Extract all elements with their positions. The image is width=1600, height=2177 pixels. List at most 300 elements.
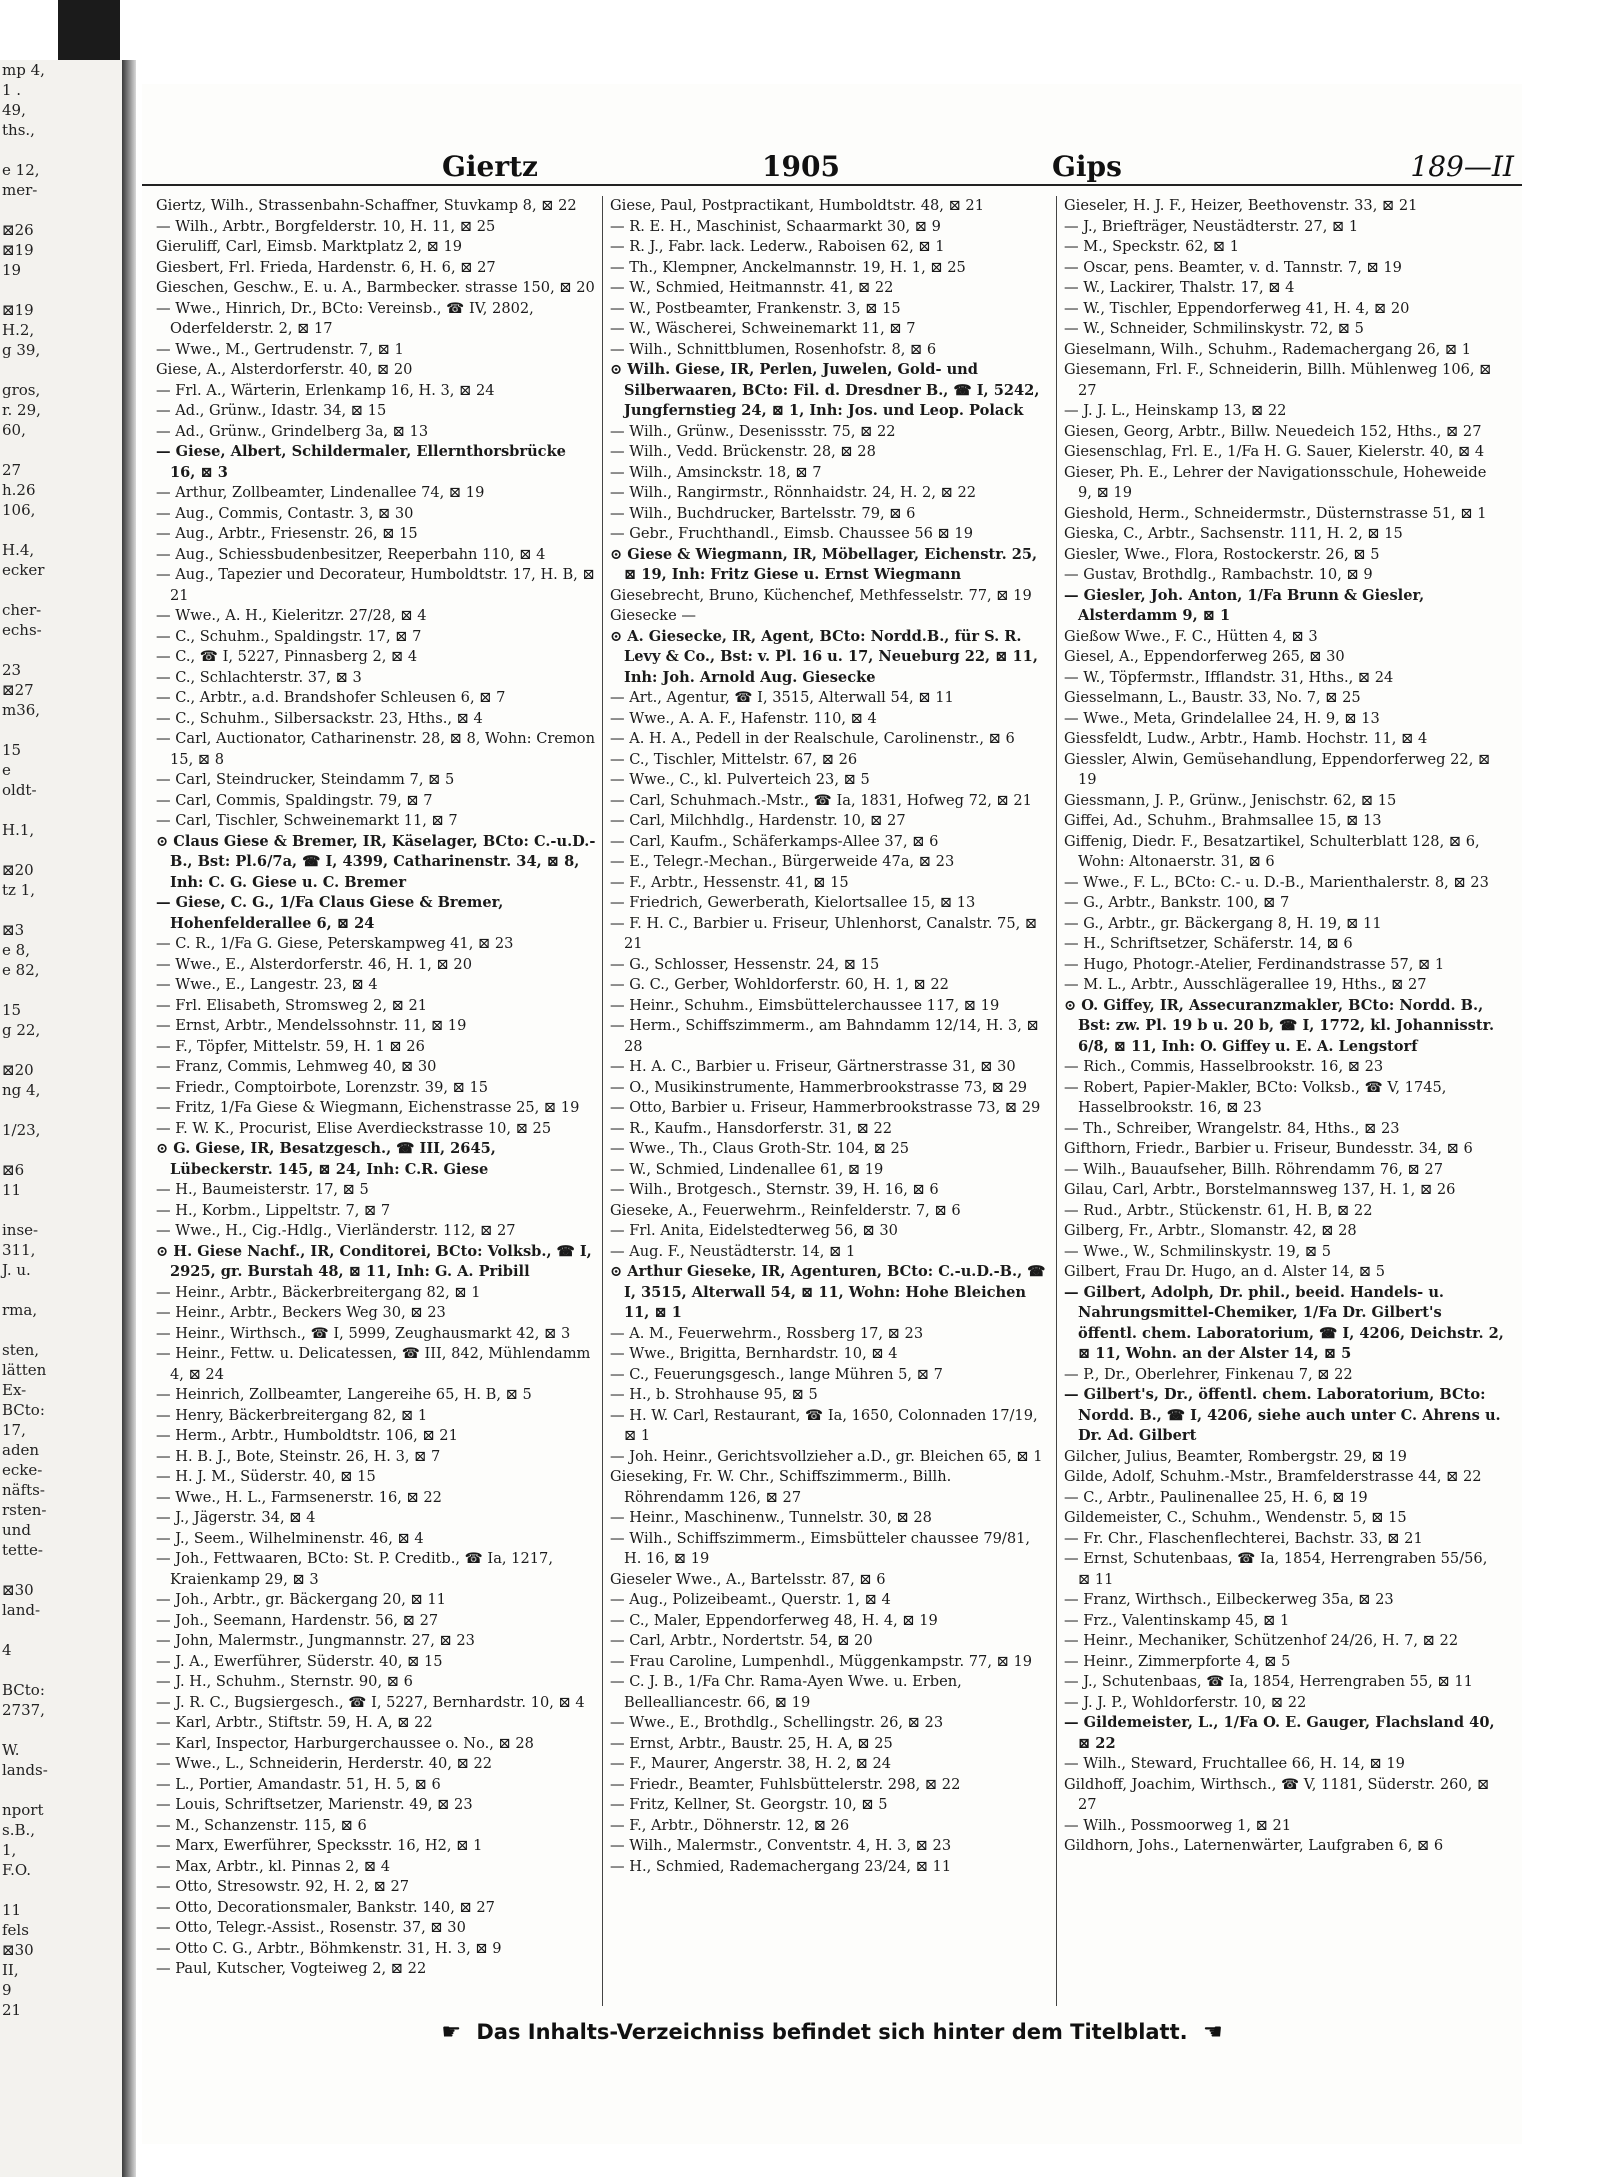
book-gutter (122, 60, 136, 2177)
directory-entry: — J., Seem., Wilhelminenstr. 46, ⊠ 4 (156, 1529, 424, 1547)
edge-fragment: 311, (2, 1241, 36, 1259)
edge-fragment: ng 4, (2, 1081, 41, 1099)
directory-entry: — J., Jägerstr. 34, ⊠ 4 (156, 1509, 316, 1526)
directory-entry: — Fritz, 1/Fa Giese & Wiegmann, Eichenstrasse 25, ⊠ 19 (156, 1099, 580, 1116)
edge-fragment: BCto: (2, 1401, 45, 1419)
edge-fragment: H.2, (2, 321, 35, 339)
edge-fragment: gros, (2, 381, 41, 399)
directory-entry: — Karl, Arbtr., Stiftstr. 59, H. A, ⊠ 22 (156, 1714, 433, 1731)
directory-entry: — W., Töpfermstr., Ifflandstr. 31, Hths., ⊠ 24 (1064, 668, 1394, 686)
edge-fragment: s.B., (2, 1821, 36, 1839)
directory-entry: — Aug., Tapezier und Decorateur, Humboldtstr. 17, H. B, ⊠ 21 (156, 566, 595, 604)
directory-entry: — C., Schuhm., Silbersackstr. 23, Hths., ⊠ 4 (156, 709, 483, 727)
edge-fragment: 49, (2, 101, 26, 119)
directory-entry: ⊙ A. Giesecke, IR, Agent, BCto: Nordd.B., für S. R. Levy & Co., Bst: v. Pl. 16 u. 17, Neueburg 22, ⊠ 11, Inh: Joh. Arnold Aug. Giesecke (610, 627, 1038, 686)
directory-entry: — Wwe., L., Schneiderin, Herderstr. 40, ⊠ 22 (156, 1755, 493, 1772)
directory-entry: — Carl, Kaufm., Schäferkamps-Allee 37, ⊠ 6 (610, 832, 939, 850)
directory-entry: — E., Telegr.-Mechan., Bürgerweide 47a, ⊠ 23 (610, 853, 955, 870)
directory-entry: ⊙ O. Giffey, IR, Assecuranzmakler, BCto: Nordd. B., Bst: zw. Pl. 19 b u. 20 b, ☎ I, 1772, kl. Johannisstr. 6/8, ⊠ 11, Inh: O. Giffey u. E. A. Lengstorf (1064, 996, 1495, 1055)
edge-fragment (0, 1720, 122, 1740)
directory-entry: — R. J., Fabr. lack. Lederw., Raboisen 62, ⊠ 1 (610, 238, 945, 255)
directory-entry: — Louis, Schriftsetzer, Marienstr. 49, ⊠ 23 (156, 1796, 473, 1813)
directory-entry: — Aug. F., Neustädterstr. 14, ⊠ 1 (610, 1242, 856, 1260)
directory-entry: — G. C., Gerber, Wohldorferstr. 60, H. 1, ⊠ 22 (610, 976, 949, 993)
edge-fragment: 21 (2, 2001, 22, 2019)
directory-entry: — H., Schmied, Rademachergang 23/24, ⊠ 11 (610, 1857, 952, 1875)
directory-entry: — Fritz, Kellner, St. Georgstr. 10, ⊠ 5 (610, 1796, 888, 1813)
directory-entry: — C. R., 1/Fa G. Giese, Peterskampweg 41, ⊠ 23 (156, 935, 514, 952)
directory-entry: — Rich., Commis, Hasselbrookstr. 16, ⊠ 23 (1064, 1058, 1384, 1075)
directory-entry: Giese, A., Alsterdorferstr. 40, ⊠ 20 (156, 361, 413, 378)
directory-entry: Gieshold, Herm., Schneidermstr., Düsternstrasse 51, ⊠ 1 (1064, 504, 1487, 522)
directory-entry: Gieseking, Fr. W. Chr., Schiffszimmerm., Billh. Röhrendamm 126, ⊠ 27 (610, 1468, 952, 1506)
edge-fragment: m36, (2, 701, 41, 719)
edge-fragment: ecke- (2, 1461, 43, 1479)
directory-entry: — J. J. P., Wohldorferstr. 10, ⊠ 22 (1064, 1693, 1307, 1711)
directory-entry: — Max, Arbtr., kl. Pinnas 2, ⊠ 4 (156, 1857, 391, 1875)
directory-entry: Gieseke, A., Feuerwehrm., Reinfelderstr. 7, ⊠ 6 (610, 1201, 961, 1219)
edge-fragment: 4 (2, 1641, 12, 1659)
directory-entry: Gieschen, Geschw., E. u. A., Barmbecker. strasse 150, ⊠ 20 (156, 279, 595, 296)
column-2 (610, 196, 1050, 2006)
directory-entry: — F., Arbtr., Döhnerstr. 12, ⊠ 26 (610, 1816, 850, 1834)
directory-entry: — Th., Schreiber, Wrangelstr. 84, Hths., ⊠ 23 (1064, 1119, 1400, 1137)
directory-entry: — Joh., Fettwaaren, BCto: St. P. Creditb., ☎ Ia, 1217, Kraienkamp 29, ⊠ 3 (156, 1550, 553, 1588)
edge-fragment (0, 1040, 122, 1060)
directory-entry: — C., Arbtr., a.d. Brandshofer Schleusen 6, ⊠ 7 (156, 689, 506, 706)
directory-entry: Gieseler Wwe., A., Bartelsstr. 87, ⊠ 6 (610, 1570, 886, 1588)
directory-entry: — H. J. M., Süderstr. 40, ⊠ 15 (156, 1468, 376, 1485)
directory-entry: — P., Dr., Oberlehrer, Finkenau 7, ⊠ 22 (1064, 1365, 1353, 1383)
edge-fragment: ⊠19 (2, 241, 34, 259)
directory-entry: — H. B. J., Bote, Steinstr. 26, H. 3, ⊠ 7 (156, 1447, 441, 1465)
edge-fragment (0, 1660, 122, 1680)
directory-entry: Gieruliff, Carl, Eimsb. Marktplatz 2, ⊠ 19 (156, 238, 463, 255)
edge-fragment: ⊠30 (2, 1941, 34, 1959)
edge-fragment: echs- (2, 621, 42, 639)
directory-entry: — Wwe., Hinrich, Dr., BCto: Vereinsb., ☎ IV, 2802, Oderfelderstr. 2, ⊠ 17 (156, 299, 534, 337)
directory-entry: — Aug., Polizeibeamt., Querstr. 1, ⊠ 4 (610, 1591, 891, 1608)
directory-entry: — John, Malermstr., Jungmannstr. 27, ⊠ 23 (156, 1632, 475, 1649)
page-header (142, 150, 1522, 186)
edge-fragment: mp 4, (2, 61, 45, 79)
directory-entry: — F., Maurer, Angerstr. 38, H. 2, ⊠ 24 (610, 1755, 892, 1772)
directory-entry: — F. W. K., Procurist, Elise Averdieckstrasse 10, ⊠ 25 (156, 1119, 552, 1137)
directory-entry: — Otto, Telegr.-Assist., Rosenstr. 37, ⊠ 30 (156, 1919, 466, 1936)
directory-entry: — L., Portier, Amandastr. 51, H. 5, ⊠ 6 (156, 1775, 441, 1793)
edge-fragment: 15 (2, 1001, 22, 1019)
directory-entry: — J. A., Ewerführer, Süderstr. 40, ⊠ 15 (156, 1652, 443, 1670)
directory-entry: — Carl, Schuhmach.-Mstr., ☎ Ia, 1831, Hofweg 72, ⊠ 21 (610, 791, 1032, 809)
edge-fragment (0, 360, 122, 380)
directory-entry: — Giesler, Joh. Anton, 1/Fa Brunn & Giesler, Alsterdamm 9, ⊠ 1 (1064, 586, 1425, 624)
directory-entry: — Heinr., Zimmerpforte 4, ⊠ 5 (1064, 1652, 1291, 1670)
edge-fragment: F.O. (2, 1861, 32, 1879)
directory-entry: — Oscar, pens. Beamter, v. d. Tannstr. 7, ⊠ 19 (1064, 258, 1402, 276)
header-last-name: Gips (1052, 150, 1122, 183)
directory-entry: — Heinr., Arbtr., Bäckerbreitergang 82, ⊠ 1 (156, 1283, 481, 1301)
edge-fragment: lätten (2, 1361, 47, 1379)
directory-entry: — Giese, C. G., 1/Fa Claus Giese & Bremer, Hohenfelderallee 6, ⊠ 24 (156, 894, 504, 932)
directory-entry: — Gustav, Brothdlg., Rambachstr. 10, ⊠ 9 (1064, 566, 1373, 583)
edge-fragment: 1, (2, 1841, 17, 1859)
directory-entry: — Fr. Chr., Flaschenflechterei, Bachstr. 33, ⊠ 21 (1064, 1529, 1423, 1547)
edge-fragment: nport (2, 1801, 44, 1819)
edge-fragment: land- (2, 1601, 41, 1619)
directory-entry: — C., Maler, Eppendorferweg 48, H. 4, ⊠ 19 (610, 1611, 938, 1629)
directory-entry: — Frl. A., Wärterin, Erlenkamp 16, H. 3, ⊠ 24 (156, 381, 495, 399)
directory-entry: Giffenig, Diedr. F., Besatzartikel, Schulterblatt 128, ⊠ 6, Wohn: Altonaerstr. 31, ⊠ 6 (1064, 832, 1480, 870)
directory-entry: Giesselmann, L., Baustr. 33, No. 7, ⊠ 25 (1064, 689, 1361, 706)
edge-fragment: W. (2, 1741, 20, 1759)
edge-fragment: lands- (2, 1761, 48, 1779)
directory-entry: — Paul, Kutscher, Vogteiweg 2, ⊠ 22 (156, 1960, 427, 1977)
column-3 (1064, 196, 1504, 2006)
directory-entry: — Heinr., Fettw. u. Delicatessen, ☎ III, 842, Mühlendamm 4, ⊠ 24 (156, 1345, 591, 1383)
directory-entry: — Aug., Arbtr., Friesenstr. 26, ⊠ 15 (156, 525, 418, 542)
directory-entry: Gildemeister, C., Schuhm., Wendenstr. 5, ⊠ 15 (1064, 1509, 1407, 1526)
directory-entry: — Friedr., Beamter, Fuhlsbüttelerstr. 298, ⊠ 22 (610, 1775, 961, 1793)
directory-entry: — H., Schriftsetzer, Schäferstr. 14, ⊠ 6 (1064, 935, 1353, 952)
edge-fragment: g 39, (2, 341, 41, 359)
directory-entry: — Aug., Schiessbudenbesitzer, Reeperbahn 110, ⊠ 4 (156, 545, 546, 563)
directory-entry: — Franz, Commis, Lehmweg 40, ⊠ 30 (156, 1058, 437, 1075)
directory-entry: ⊙ Giese & Wiegmann, IR, Möbellager, Eichenstr. 25, ⊠ 19, Inh: Fritz Giese u. Ernst Wiegmann (610, 545, 1038, 583)
edge-fragment: 2737, (2, 1701, 45, 1719)
directory-entry: — W., Schmied, Lindenallee 61, ⊠ 19 (610, 1160, 884, 1178)
edge-fragment (0, 280, 122, 300)
directory-entry: — Wilh., Vedd. Brückenstr. 28, ⊠ 28 (610, 443, 876, 460)
edge-fragment: fels (2, 1921, 29, 1939)
directory-entry: — Wilh., Buchdrucker, Bartelsstr. 79, ⊠ 6 (610, 504, 916, 522)
directory-entry: — Wilh., Steward, Fruchtallee 66, H. 14, ⊠ 19 (1064, 1755, 1405, 1772)
directory-entry: — Ernst, Arbtr., Baustr. 25, H. A, ⊠ 25 (610, 1734, 893, 1752)
directory-entry: — C., Arbtr., Paulinenallee 25, H. 6, ⊠ 19 (1064, 1488, 1368, 1506)
directory-entry: — W., Postbeamter, Frankenstr. 3, ⊠ 15 (610, 299, 901, 317)
edge-fragment: H.1, (2, 821, 35, 839)
directory-entry: Giesemann, Frl. F., Schneiderin, Billh. Mühlenweg 106, ⊠ 27 (1064, 361, 1492, 399)
footer-note: Das Inhalts-Verzeichniss befindet sich hinter dem Titelblatt. (476, 2020, 1188, 2044)
directory-entry: — C. J. B., 1/Fa Chr. Rama-Ayen Wwe. u. Erben, Bellealliancestr. 66, ⊠ 19 (610, 1673, 962, 1711)
directory-entry: — Otto C. G., Arbtr., Böhmkenstr. 31, H. 3, ⊠ 9 (156, 1939, 502, 1957)
edge-fragment: 106, (2, 501, 36, 519)
directory-entry: — Th., Klempner, Anckelmannstr. 19, H. 1, ⊠ 25 (610, 258, 966, 276)
directory-entry: — Carl, Commis, Spaldingstr. 79, ⊠ 7 (156, 791, 433, 809)
directory-entry: Gilcher, Julius, Beamter, Rombergstr. 29, ⊠ 19 (1064, 1447, 1407, 1465)
directory-entry: — Carl, Tischler, Schweinemarkt 11, ⊠ 7 (156, 812, 458, 829)
directory-entry: — J., Briefträger, Neustädterstr. 27, ⊠ 1 (1064, 217, 1359, 235)
directory-entry: — Carl, Milchhdlg., Hardenstr. 10, ⊠ 27 (610, 812, 906, 829)
directory-entry: — Wwe., H. L., Farmsenerstr. 16, ⊠ 22 (156, 1488, 442, 1506)
directory-entry: Gildhorn, Johs., Laternenwärter, Laufgraben 6, ⊠ 6 (1064, 1837, 1444, 1854)
directory-entry: — C., Schlachterstr. 37, ⊠ 3 (156, 668, 362, 686)
column-1 (156, 196, 596, 2006)
directory-entry: — Wwe., W., Schmilinskystr. 19, ⊠ 5 (1064, 1242, 1332, 1260)
directory-entry: — Wilh., Grünw., Desenissstr. 75, ⊠ 22 (610, 422, 896, 440)
directory-entry: — Wilh., Possmoorweg 1, ⊠ 21 (1064, 1816, 1292, 1834)
directory-entry: — J., Schutenbaas, ☎ Ia, 1854, Herrengraben 55, ⊠ 11 (1064, 1673, 1473, 1690)
edge-fragment (0, 1320, 122, 1340)
directory-entry: Gieseler, H. J. F., Heizer, Beethovenstr. 33, ⊠ 21 (1064, 197, 1418, 214)
edge-fragment (0, 1200, 122, 1220)
directory-entry: — Robert, Papier-Makler, BCto: Volksb., ☎ V, 1745, Hasselbrookstr. 16, ⊠ 23 (1064, 1078, 1447, 1116)
directory-entry: — Otto, Stresowstr. 92, H. 2, ⊠ 27 (156, 1878, 410, 1895)
edge-fragment (0, 1100, 122, 1120)
directory-entry: — Wwe., E., Alsterdorferstr. 46, H. 1, ⊠ 20 (156, 955, 472, 973)
edge-fragment (0, 1780, 122, 1800)
directory-entry: — Wilh., Brotgesch., Sternstr. 39, H. 16, ⊠ 6 (610, 1181, 939, 1198)
edge-fragment: H.4, (2, 541, 35, 559)
edge-fragment: näfts- (2, 1481, 45, 1499)
directory-entry: — Wilh., Schnittblumen, Rosenhofstr. 8, ⊠ 6 (610, 340, 937, 358)
directory-entry: — Wwe., C., kl. Pulverteich 23, ⊠ 5 (610, 771, 870, 788)
directory-entry: — Ad., Grünw., Idastr. 34, ⊠ 15 (156, 402, 387, 419)
directory-entry: — Wwe., E., Brothdlg., Schellingstr. 26, ⊠ 23 (610, 1714, 944, 1731)
directory-entry: — Wilh., Malermstr., Conventstr. 4, H. 3, ⊠ 23 (610, 1837, 952, 1854)
directory-entry: — J. R. C., Bugsiergesch., ☎ I, 5227, Bernhardstr. 10, ⊠ 4 (156, 1693, 585, 1711)
directory-entry: Gilberg, Fr., Arbtr., Slomanstr. 42, ⊠ 28 (1064, 1222, 1357, 1239)
edge-fragment: rsten- (2, 1501, 47, 1519)
directory-entry: — Carl, Arbtr., Nordertstr. 54, ⊠ 20 (610, 1632, 873, 1649)
directory-entry: Gilau, Carl, Arbtr., Borstelmannsweg 137, H. 1, ⊠ 26 (1064, 1181, 1456, 1198)
directory-entry: Giessmann, J. P., Grünw., Jenischstr. 62, ⊠ 15 (1064, 791, 1397, 809)
edge-fragment: e 82, (2, 961, 40, 979)
directory-entry: — Art., Agentur, ☎ I, 3515, Alterwall 54, ⊠ 11 (610, 689, 954, 706)
edge-fragment: e 12, (2, 161, 40, 179)
edge-fragment: ⊠3 (2, 921, 25, 939)
edge-fragment: ⊠6 (2, 1161, 25, 1179)
directory-entry: — Henry, Bäckerbreitergang 82, ⊠ 1 (156, 1406, 428, 1424)
edge-fragment: rma, (2, 1301, 38, 1319)
edge-fragment (0, 840, 122, 860)
directory-entry: — Wwe., A. A. F., Hafenstr. 110, ⊠ 4 (610, 709, 877, 727)
edge-fragment: r. 29, (2, 401, 41, 419)
edge-fragment: 15 (2, 741, 22, 759)
directory-entry: Giesler, Wwe., Flora, Rostockerstr. 26, ⊠ 5 (1064, 545, 1380, 563)
directory-entry: — C., Schuhm., Spaldingstr. 17, ⊠ 7 (156, 627, 422, 645)
edge-fragment: J. u. (2, 1261, 31, 1279)
page-footer (142, 2020, 1522, 2060)
directory-entry: ⊙ G. Giese, IR, Besatzgesch., ☎ III, 2645, Lübeckerstr. 145, ⊠ 24, Inh: C.R. Giese (156, 1140, 496, 1178)
edge-fragment (0, 800, 122, 820)
edge-fragment (0, 580, 122, 600)
directory-entry: — Ernst, Arbtr., Mendelssohnstr. 11, ⊠ 19 (156, 1017, 467, 1034)
edge-fragment: BCto: (2, 1681, 45, 1699)
directory-entry: — Joh., Arbtr., gr. Bäckergang 20, ⊠ 11 (156, 1591, 446, 1608)
directory-entry: — Wwe., A. H., Kieleritzr. 27/28, ⊠ 4 (156, 607, 427, 624)
directory-entry: — H. W. Carl, Restaurant, ☎ Ia, 1650, Colonnaden 17/19, ⊠ 1 (610, 1406, 1038, 1444)
directory-entry: Giessfeldt, Ludw., Arbtr., Hamb. Hochstr. 11, ⊠ 4 (1064, 730, 1428, 747)
edge-fragment: 11 (2, 1901, 22, 1919)
directory-entry: Gilbert, Frau Dr. Hugo, an d. Alster 14, ⊠ 5 (1064, 1263, 1385, 1280)
edge-fragment: ⊠26 (2, 221, 34, 239)
directory-entry: Gildhoff, Joachim, Wirthsch., ☎ V, 1181, Süderstr. 260, ⊠ 27 (1064, 1775, 1490, 1813)
directory-entry: — W., Lackirer, Thalstr. 17, ⊠ 4 (1064, 279, 1295, 296)
page-number: 189—II (1410, 150, 1514, 183)
directory-entry: — Wwe., H., Cig.-Hdlg., Vierländerstr. 112, ⊠ 27 (156, 1222, 516, 1239)
edge-fragment (0, 1620, 122, 1640)
directory-entry: — A. M., Feuerwehrm., Rossberg 17, ⊠ 23 (610, 1324, 924, 1342)
directory-entry: ⊙ Arthur Gieseke, IR, Agenturen, BCto: C.-u.D.-B., ☎ I, 3515, Alterwall 54, ⊠ 11, Wohn: Hohe Bleichen 11, ⊠ 1 (610, 1263, 1046, 1321)
directory-entry: Gieska, C., Arbtr., Sachsenstr. 111, H. 2, ⊠ 15 (1064, 525, 1403, 542)
directory-entry: — W., Wäscherei, Schweinemarkt 11, ⊠ 7 (610, 320, 916, 337)
edge-fragment: 1 . (2, 81, 22, 99)
header-year: 1905 (762, 150, 840, 183)
edge-fragment: ⊠20 (2, 861, 34, 879)
directory-entry: Gifthorn, Friedr., Barbier u. Friseur, Bundesstr. 34, ⊠ 6 (1064, 1140, 1473, 1157)
edge-fragment: ths., (2, 121, 35, 139)
edge-fragment: ⊠20 (2, 1061, 34, 1079)
edge-fragment: tette- (2, 1541, 43, 1559)
directory-entry: — Joh., Seemann, Hardenstr. 56, ⊠ 27 (156, 1611, 439, 1629)
directory-entry: — F. H. C., Barbier u. Friseur, Uhlenhorst, Canalstr. 75, ⊠ 21 (610, 914, 1038, 952)
edge-fragment: 19 (2, 261, 22, 279)
directory-entry: Gießow Wwe., F. C., Hütten 4, ⊠ 3 (1064, 627, 1318, 645)
directory-entry: — Carl, Steindrucker, Steindamm 7, ⊠ 5 (156, 771, 455, 788)
adjacent-page-edge (0, 60, 126, 2177)
edge-fragment (0, 140, 122, 160)
directory-entry: — Frz., Valentinskamp 45, ⊠ 1 (1064, 1611, 1290, 1629)
edge-fragment (0, 1560, 122, 1580)
directory-entry: — G., Arbtr., Bankstr. 100, ⊠ 7 (1064, 894, 1290, 911)
column-divider-1 (602, 196, 603, 2006)
directory-entry: — J. J. L., Heinskamp 13, ⊠ 22 (1064, 402, 1287, 419)
directory-entry: — Carl, Auctionator, Catharinenstr. 28, ⊠ 8, Wohn: Cremon 15, ⊠ 8 (156, 730, 595, 768)
directory-entry: — Heinr., Mechaniker, Schützenhof 24/26, H. 7, ⊠ 22 (1064, 1632, 1459, 1649)
directory-entry: — Otto, Barbier u. Friseur, Hammerbrookstrasse 73, ⊠ 29 (610, 1099, 1041, 1116)
directory-entry: Gilde, Adolf, Schuhm.-Mstr., Bramfelderstrasse 44, ⊠ 22 (1064, 1468, 1482, 1485)
directory-entry: — C., Feuerungsgesch., lange Mühren 5, ⊠ 7 (610, 1365, 943, 1383)
edge-fragment: und (2, 1521, 31, 1539)
edge-fragment: oldt- (2, 781, 37, 799)
edge-fragment (0, 720, 122, 740)
edge-fragment: g 22, (2, 1021, 41, 1039)
edge-fragment: 1/23, (2, 1121, 41, 1139)
directory-entry: — Wilh., Amsinckstr. 18, ⊠ 7 (610, 463, 822, 481)
directory-entry: Gieselmann, Wilh., Schuhm., Rademachergang 26, ⊠ 1 (1064, 340, 1472, 358)
directory-entry: — Giese, Albert, Schildermaler, Ellernthorsbrücke 16, ⊠ 3 (156, 443, 566, 481)
directory-entry: Giertz, Wilh., Strassenbahn-Schaffner, Stuvkamp 8, ⊠ 22 (156, 197, 577, 214)
directory-entry: Giesenschlag, Frl. E., 1/Fa H. G. Sauer, Kielerstr. 40, ⊠ 4 (1064, 443, 1485, 460)
edge-fragment: ⊠30 (2, 1581, 34, 1599)
directory-entry: Giese, Paul, Postpractikant, Humboldtstr. 48, ⊠ 21 (610, 197, 985, 214)
edge-fragment (0, 440, 122, 460)
directory-entry: — Heinr., Maschinenw., Tunnelstr. 30, ⊠ 28 (610, 1509, 932, 1526)
directory-entry: — Heinr., Wirthsch., ☎ I, 5999, Zeughausmarkt 42, ⊠ 3 (156, 1324, 571, 1342)
edge-fragment (0, 900, 122, 920)
directory-entry: — Franz, Wirthsch., Eilbeckerweg 35a, ⊠ 23 (1064, 1591, 1394, 1608)
directory-entry: — A. H. A., Pedell in der Realschule, Carolinenstr., ⊠ 6 (610, 730, 1015, 747)
edge-fragment: cher- (2, 601, 42, 619)
directory-entry: — Heinr., Arbtr., Beckers Weg 30, ⊠ 23 (156, 1304, 446, 1321)
directory-entry: — M. L., Arbtr., Ausschlägerallee 19, Hths., ⊠ 27 (1064, 976, 1427, 993)
pointing-hand-icon: ☛ (441, 2020, 462, 2045)
directory-entry: — Heinr., Schuhm., Eimsbüttelerchaussee 117, ⊠ 19 (610, 996, 1000, 1014)
column-divider-2 (1056, 196, 1057, 2006)
directory-entry: — Wilh., Schiffszimmerm., Eimsbütteler chaussee 79/81, H. 16, ⊠ 19 (610, 1529, 1031, 1567)
directory-entry: — Joh. Heinr., Gerichtsvollzieher a.D., gr. Bleichen 65, ⊠ 1 (610, 1447, 1043, 1465)
edge-fragment: Ex- (2, 1381, 27, 1399)
directory-entry: Giesbert, Frl. Frieda, Hardenstr. 6, H. 6, ⊠ 27 (156, 258, 496, 276)
pointing-hand-icon: ☚ (1202, 2020, 1223, 2045)
directory-entry: — Gebr., Fruchthandl., Eimsb. Chaussee 56 ⊠ 19 (610, 525, 973, 542)
edge-fragment: II, (2, 1961, 19, 1979)
directory-entry: ⊙ Wilh. Giese, IR, Perlen, Juwelen, Gold- und Silberwaaren, BCto: Fil. d. Dresdner B., ☎ I, 5242, Jungfernstieg 24, ⊠ 1, Inh: Jos. und Leop. Polack (610, 361, 1040, 419)
directory-entry: — H., Baumeisterstr. 17, ⊠ 5 (156, 1181, 369, 1198)
directory-entry: — Rud., Arbtr., Stückenstr. 61, H. B, ⊠ 22 (1064, 1201, 1373, 1219)
directory-entry: — G., Arbtr., gr. Bäckergang 8, H. 19, ⊠ 11 (1064, 914, 1382, 932)
directory-entry: ⊙ H. Giese Nachf., IR, Conditorei, BCto: Volksb., ☎ I, 2925, gr. Burstah 48, ⊠ 11, Inh: G. A. Pribill (156, 1242, 592, 1280)
directory-entry: — Friedr., Comptoirbote, Lorenzstr. 39, ⊠ 15 (156, 1078, 489, 1096)
directory-entry: — Gilbert's, Dr., öffentl. chem. Laboratorium, BCto: Nordd. B., ☎ I, 4206, siehe auch unter C. Ahrens u. Dr. Ad. Gilbert (1064, 1386, 1501, 1444)
directory-entry: — Marx, Ewerführer, Specksstr. 16, H2, ⊠ 1 (156, 1837, 483, 1854)
directory-entry: — Wwe., E., Langestr. 23, ⊠ 4 (156, 976, 378, 993)
edge-fragment: 60, (2, 421, 26, 439)
directory-entry: — Frl. Anita, Eidelstedterweg 56, ⊠ 30 (610, 1222, 898, 1239)
directory-entry: — R. E. H., Maschinist, Schaarmarkt 30, ⊠ 9 (610, 217, 941, 235)
directory-entry: — Ernst, Schutenbaas, ☎ Ia, 1854, Herrengraben 55/56, ⊠ 11 (1064, 1550, 1488, 1588)
directory-entry: — Wilh., Bauaufseher, Billh. Röhrendamm 76, ⊠ 27 (1064, 1160, 1443, 1178)
directory-entry: — M., Schanzenstr. 115, ⊠ 6 (156, 1816, 367, 1834)
edge-fragment: 23 (2, 661, 22, 679)
directory-entry: — H., b. Strohhause 95, ⊠ 5 (610, 1386, 818, 1403)
directory-entry: — C., ☎ I, 5227, Pinnasberg 2, ⊠ 4 (156, 648, 418, 665)
directory-entry: — Arthur, Zollbeamter, Lindenallee 74, ⊠ 19 (156, 484, 485, 501)
directory-entry: — Karl, Inspector, Harburgerchaussee o. No., ⊠ 28 (156, 1734, 534, 1752)
directory-entry: — J. H., Schuhm., Sternstr. 90, ⊠ 6 (156, 1673, 413, 1690)
directory-entry: Giesebrecht, Bruno, Küchenchef, Methfesselstr. 77, ⊠ 19 (610, 586, 1032, 604)
directory-entry: Gieser, Ph. E., Lehrer der Navigationsschule, Hoheweide 9, ⊠ 19 (1064, 463, 1487, 501)
edge-fragment (0, 1140, 122, 1160)
directory-entry: Giesecke — (610, 607, 696, 624)
directory-entry: — Frl. Elisabeth, Stromsweg 2, ⊠ 21 (156, 996, 428, 1014)
directory-entry: — W., Schneider, Schmilinskystr. 72, ⊠ 5 (1064, 320, 1364, 337)
directory-entry: — Wilh., Rangirmstr., Rönnhaidstr. 24, H. 2, ⊠ 22 (610, 484, 977, 501)
directory-entry: — Wwe., Th., Claus Groth-Str. 104, ⊠ 25 (610, 1140, 910, 1157)
directory-entry: Giesel, A., Eppendorferweg 265, ⊠ 30 (1064, 648, 1345, 665)
directory-page (142, 84, 1522, 2144)
edge-fragment: mer- (2, 181, 38, 199)
edge-fragment: 27 (2, 461, 22, 479)
edge-fragment: tz 1, (2, 881, 36, 899)
directory-entry: — R., Kaufm., Hansdorferstr. 31, ⊠ 22 (610, 1119, 893, 1137)
edge-fragment: 17, (2, 1421, 26, 1439)
edge-fragment (0, 200, 122, 220)
directory-entry: — W., Schmied, Heitmannstr. 41, ⊠ 22 (610, 279, 894, 296)
directory-entry: — Wwe., M., Gertrudenstr. 7, ⊠ 1 (156, 340, 404, 358)
directory-entry: — H., Korbm., Lippeltstr. 7, ⊠ 7 (156, 1201, 391, 1219)
edge-fragment: 11 (2, 1181, 22, 1199)
edge-fragment: ⊠19 (2, 301, 34, 319)
directory-entry: — Wilh., Arbtr., Borgfelderstr. 10, H. 11, ⊠ 25 (156, 217, 496, 235)
directory-entry: — Wwe., F. L., BCto: C.- u. D.-B., Marienthalerstr. 8, ⊠ 23 (1064, 873, 1489, 891)
directory-entry: — Gildemeister, L., 1/Fa O. E. Gauger, Flachsland 40, ⊠ 22 (1064, 1714, 1495, 1752)
directory-entry: — Herm., Schiffszimmerm., am Bahndamm 12/14, H. 3, ⊠ 28 (610, 1017, 1039, 1055)
directory-entry: — Friedrich, Gewerberath, Kielortsallee 15, ⊠ 13 (610, 894, 976, 911)
directory-entry: — Wwe., Meta, Grindelallee 24, H. 9, ⊠ 13 (1064, 709, 1380, 727)
edge-fragment (0, 980, 122, 1000)
directory-entry: — Gilbert, Adolph, Dr. phil., beeid. Handels- u. Nahrungsmittel-Chemiker, 1/Fa Dr. Gilbert's öffentl. chem. Laboratorium, ☎ I, 4206, Deichstr. 2, ⊠ 11, Wohn. an der Alster 14, ⊠ 5 (1064, 1283, 1504, 1362)
directory-entry: Giessler, Alwin, Gemüsehandlung, Eppendorferweg 22, ⊠ 19 (1064, 750, 1491, 788)
edge-fragment: 9 (2, 1981, 12, 1999)
edge-fragment (0, 640, 122, 660)
edge-fragment: aden (2, 1441, 40, 1459)
directory-entry: — F., Töpfer, Mittelstr. 59, H. 1 ⊠ 26 (156, 1037, 425, 1055)
edge-fragment: ecker (2, 561, 45, 579)
directory-entry: — F., Arbtr., Hessenstr. 41, ⊠ 15 (610, 873, 849, 891)
edge-fragment: inse- (2, 1221, 39, 1239)
directory-entry: Giesen, Georg, Arbtr., Billw. Neuedeich 152, Hths., ⊠ 27 (1064, 422, 1482, 440)
